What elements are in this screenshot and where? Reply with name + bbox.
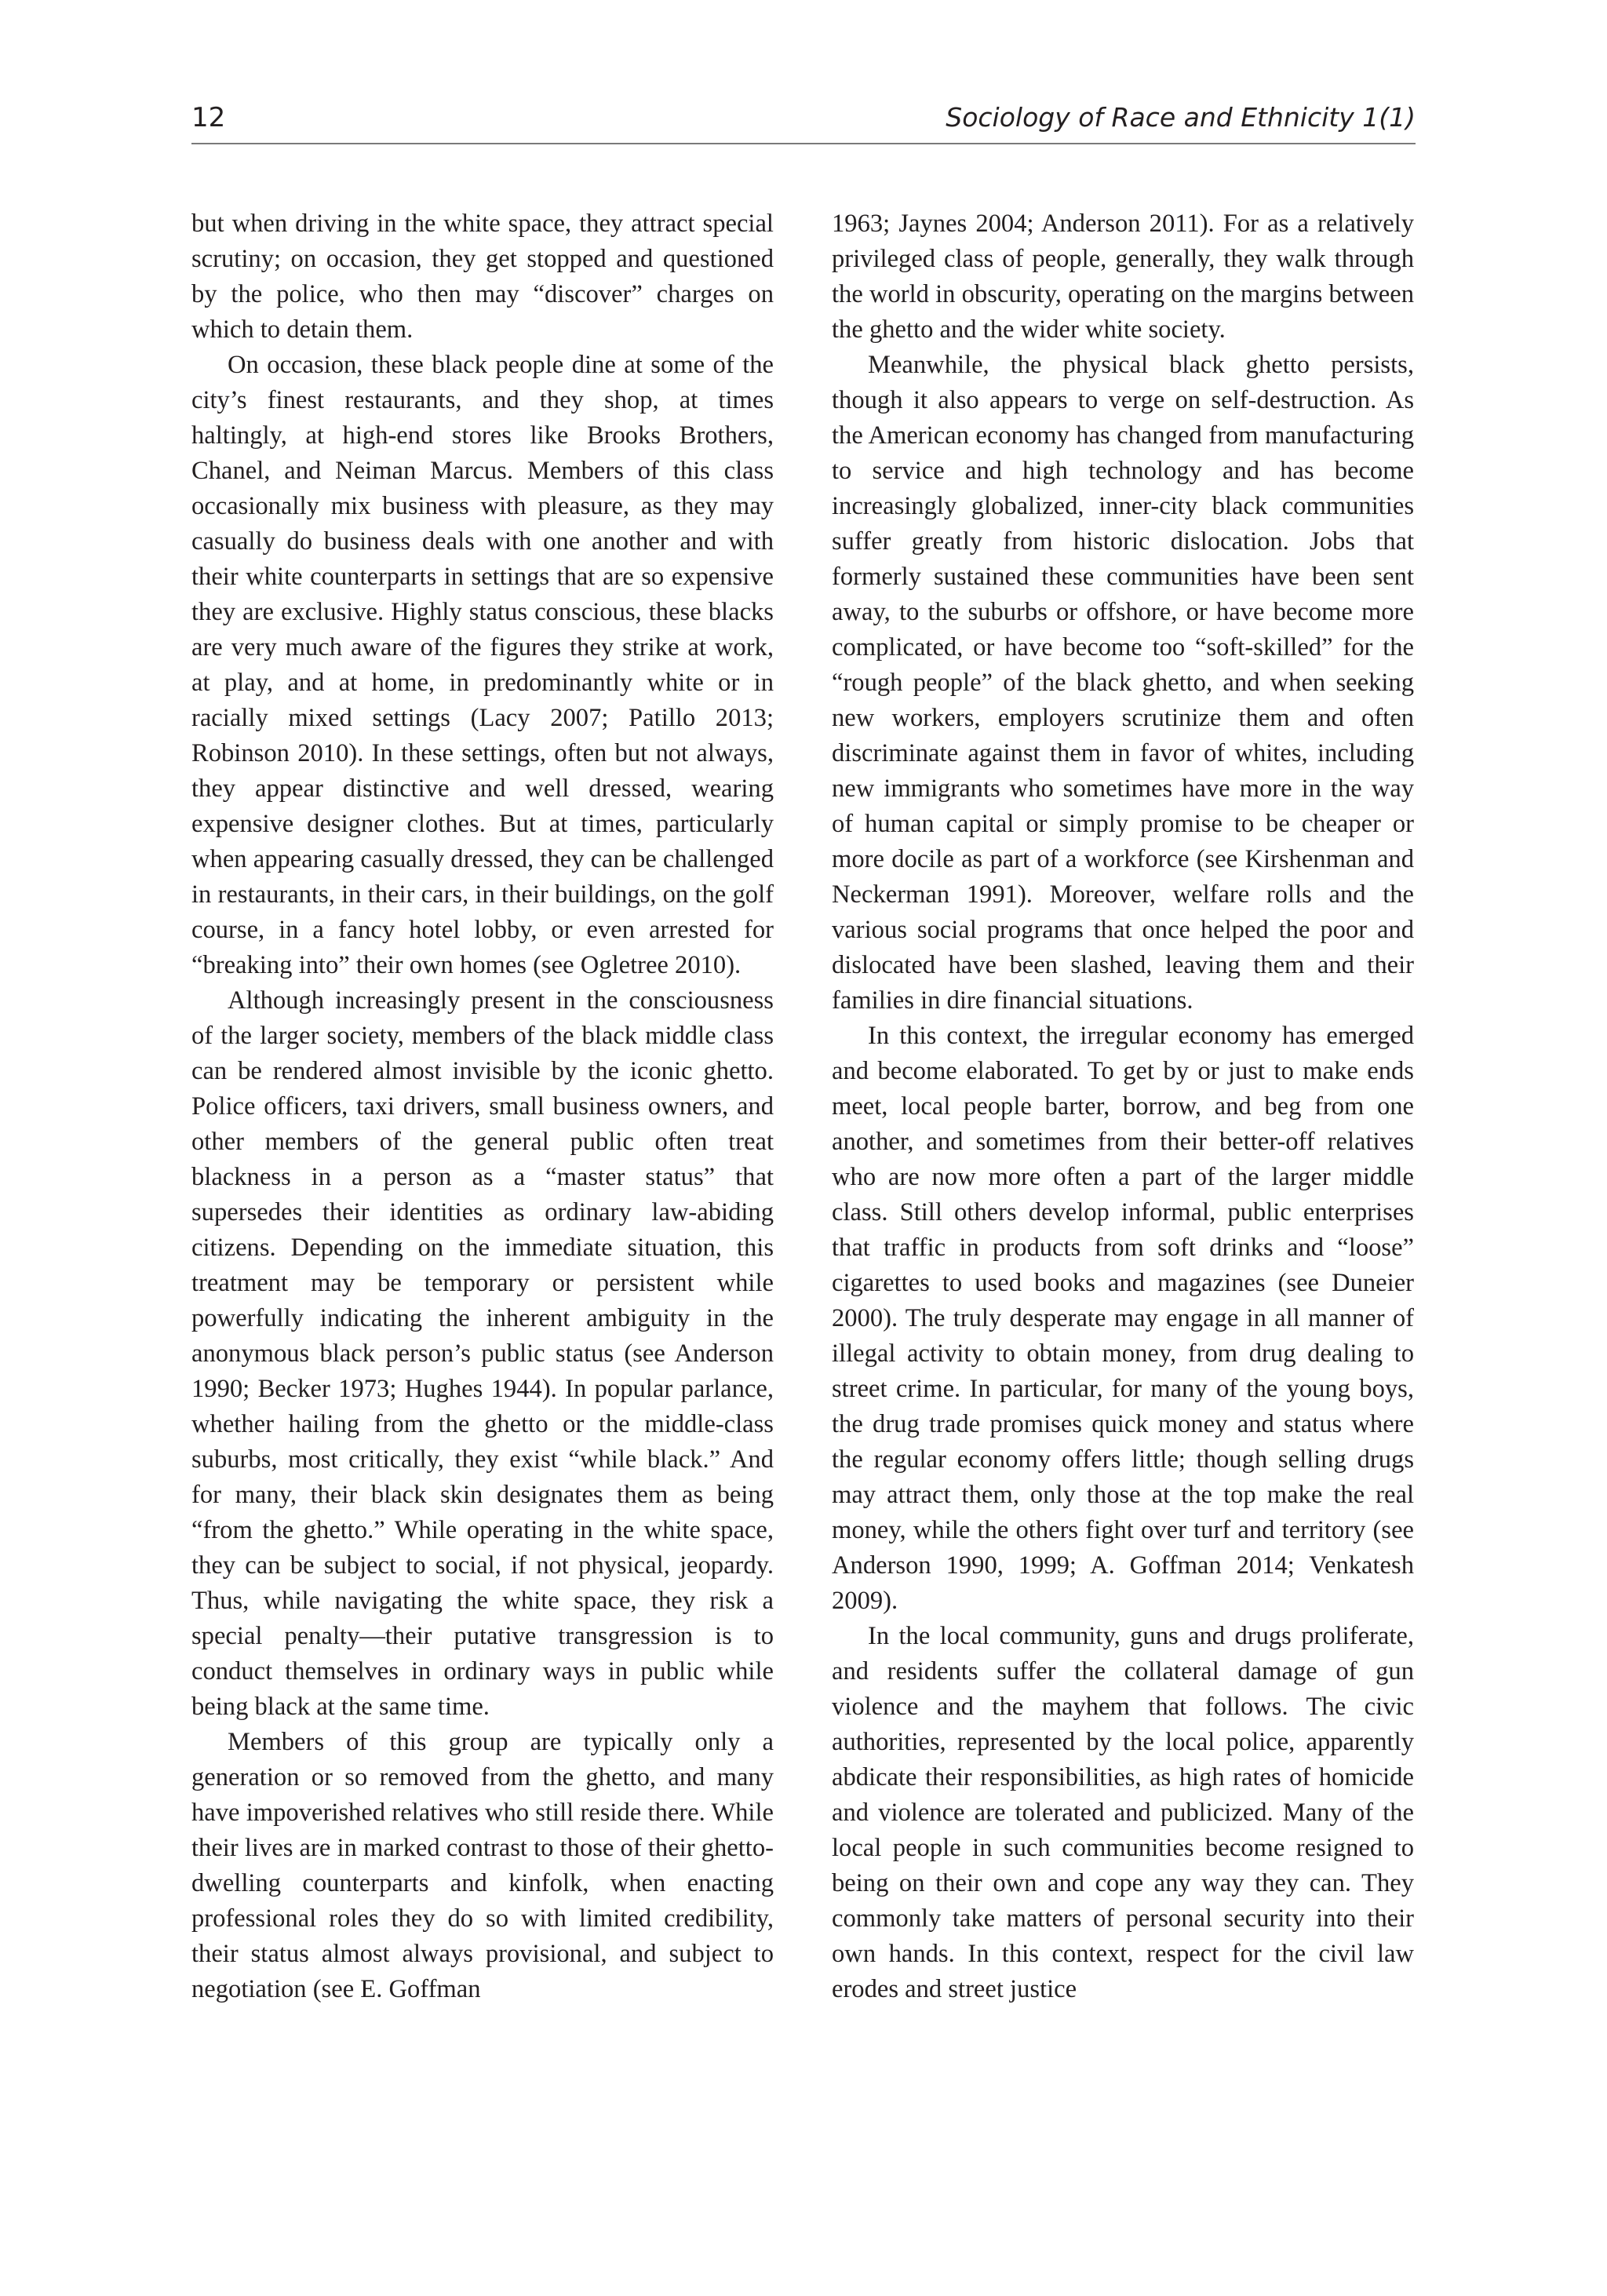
page-number: 12 <box>191 102 226 133</box>
paragraph: Members of this group are typically only a generation or so removed from the ghetto, and many have impoverished relatives who still reside there. While their lives are in marked contrast to those of their ghetto-dwelling counterparts and kinfolk, when enacting professional roles they do so with limited credibility, their status almost always provisional, and subject to negotiation (see E. Goffman <box>191 1728 774 2003</box>
paragraph: but when driving in the white space, they attract special scrutiny; on occasion, they get stopped and questioned by the police, who then may “discover” charges on which to detain them. <box>191 210 774 344</box>
paragraph: Meanwhile, the physical black ghetto persists, though it also appears to verge on self-destruction. As the American economy has changed from manufacturing to service and high technology and has become increasingly globalized, inner-city black communities suffer greatly from historic dislocation. Jobs that formerly sustained these communities have been sent away, to the suburbs or offshore, or have become more complicated, or have become too “soft-skilled” for the “rough people” of the black ghetto, and when seeking new workers, employers scrutinize them and often discriminate against them in favor of whites, including new immigrants who sometimes have more in the way of human capital or simply promise to be cheaper or more docile as part of a workforce (see Kirshenman and Neckerman 1991). Moreover, welfare rolls and the various social programs that once helped the poor and dislocated have been slashed, leaving them and their families in dire financial situations. <box>832 351 1414 1015</box>
paragraph: Although increasingly present in the consciousness of the larger society, members of the black middle class can be rendered almost invisible by the iconic ghetto. Police officers, taxi drivers, small business owners, and other members of the general public often treat blackness in a person as a “master status” that supersedes their identities as ordinary law-abiding citizens. Depending on the immediate situation, this treatment may be temporary or persistent while powerfully indicating the inherent ambiguity in the anonymous black person’s public status (see Anderson 1990; Becker 1973; Hughes 1944). In popular parlance, whether hailing from the ghetto or the middle-class suburbs, most critically, they exist “while black.” And for many, their black skin designates them as being “from the ghetto.” While operating in the white space, they can be subject to social, if not physical, jeopardy. Thus, while navigating the white space, they risk a special penalty—their putative transgression is to conduct themselves in ordinary ways in public while being black at the same time. <box>191 986 774 1721</box>
journal-title: Sociology of Race and Ethnicity 1(1) <box>946 102 1416 133</box>
running-header <box>191 100 1416 144</box>
paragraph: On occasion, these black people dine at some of the city’s finest restaurants, and they shop, at times haltingly, at high-end stores like Brooks Brothers, Chanel, and Neiman Marcus. Members of this class occasionally mix business with pleasure, as they may casually do business deals with one another and with their white counterparts in settings that are so expensive they are exclusive. Highly status conscious, these blacks are very much aware of the figures they strike at work, at play, and at home, in predominantly white or in racially mixed settings (Lacy 2007; Patillo 2013; Robinson 2010). In these settings, often but not always, they appear distinctive and well dressed, wearing expensive designer clothes. But at times, particularly when appearing casually dressed, they can be challenged in restaurants, in their cars, in their buildings, on the golf course, in a fancy hotel lobby, or even arrested for “breaking into” their own homes (see Ogletree 2010). <box>191 351 774 979</box>
paragraph: In this context, the irregular economy has emerged and become elaborated. To get by or just to make ends meet, local people barter, borrow, and beg from one another, and sometimes from their better-off relatives who are now more often a part of the larger middle class. Still others develop informal, public enterprises that traffic in products from soft drinks and “loose” cigarettes to used books and magazines (see Duneier 2000). The truly desperate may engage in all manner of illegal activity to obtain money, from drug dealing to street crime. In particular, for many of the young boys, the drug trade promises quick money and status where the regular economy offers little; though selling drugs may attract them, only those at the top make the real money, while the others fight over turf and territory (see Anderson 1990, 1999; A. Goffman 2014; Venkatesh 2009). <box>832 1022 1414 1615</box>
paragraph: 1963; Jaynes 2004; Anderson 2011). For as a relatively privileged class of people, generally, they walk through the world in obscurity, operating on the margins between the ghetto and the wider white society. <box>832 210 1414 344</box>
paragraph: In the local community, guns and drugs proliferate, and residents suffer the collateral damage of gun violence and the mayhem that follows. The civic authorities, represented by the local police, apparently abdicate their responsibilities, as high rates of homicide and violence are tolerated and publicized. Many of the local people in such communities become resigned to being on their own and cope any way they can. They commonly take matters of personal security into their own hands. In this context, respect for the civil law erodes and street justice <box>832 1622 1414 2003</box>
left-column <box>191 206 774 2007</box>
right-column <box>832 206 1414 2007</box>
